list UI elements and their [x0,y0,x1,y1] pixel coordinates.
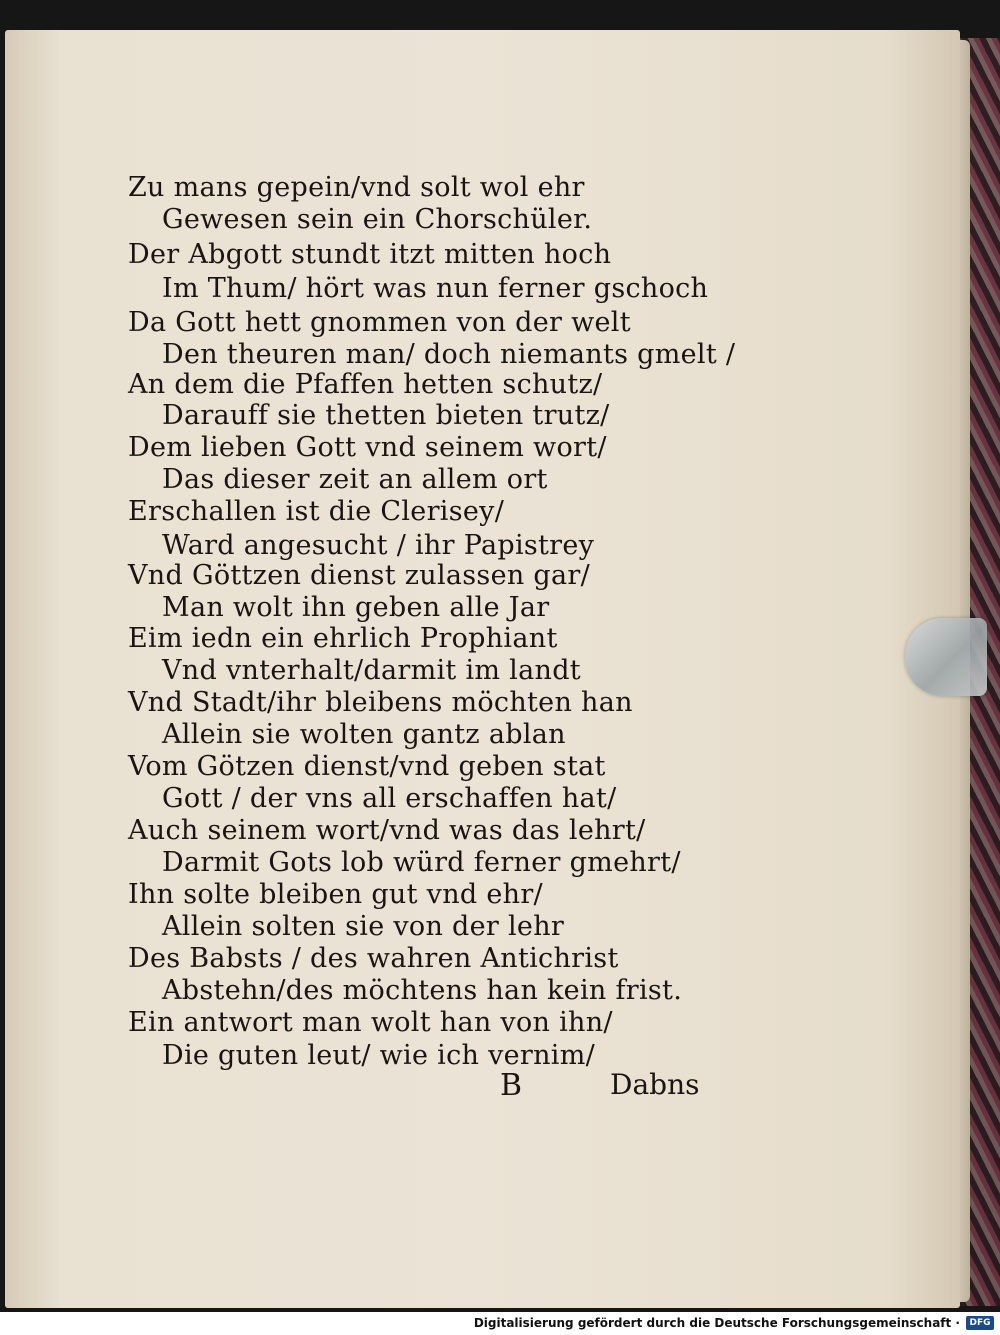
funding-credit: Digitalisierung gefördert durch die Deutsche Forschungsgemeinschaft · [473,1316,960,1330]
text-line: Vnd Stadt/ihr bleibens möchten han [128,687,633,718]
text-line: Ihn solte bleiben gut vnd ehr/ [128,879,543,910]
text-line: Gewesen sein ein Chorschüler. [162,204,593,235]
text-line: An dem die Pfaffen hetten schutz/ [128,369,603,400]
page-clip [905,618,987,696]
text-line: Darauff sie thetten bieten trutz/ [162,400,610,431]
text-line: Zu mans gepein/vnd solt wol ehr [128,172,585,203]
text-line: Dem lieben Gott vnd seinem wort/ [128,432,607,463]
text-line: Der Abgott stundt itzt mitten hoch [128,239,612,270]
text-line: Da Gott hett gnommen von der welt [128,307,631,338]
text-line: Im Thum/ hört was nun ferner gschoch [162,273,709,304]
text-line: Darmit Gots lob würd ferner gmehrt/ [162,847,681,878]
text-line: Allein solten sie von der lehr [162,911,565,942]
text-line: Gott / der vns all erschaffen hat/ [162,783,617,814]
text-line: Ein antwort man wolt han von ihn/ [128,1007,613,1038]
dfg-logo: DFG [966,1316,994,1330]
text-line: Die guten leut/ wie ich vernim/ [162,1040,596,1071]
text-line: Vnd Göttzen dienst zulassen gar/ [128,560,591,591]
text-line: Eim iedn ein ehrlich Prophiant [128,623,558,654]
text-line: Den theuren man/ doch niemants gmelt / [162,339,736,370]
text-line: Erschallen ist die Clerisey/ [128,496,505,527]
text-line: Abstehn/des möchtens han kein frist. [162,975,683,1006]
signature-mark: B [500,1068,523,1103]
catchword: Dabns [610,1068,700,1101]
text-line: Vnd vnterhalt/darmit im landt [162,655,581,686]
text-line: Man wolt ihn geben alle Jar [162,592,550,623]
text-line: Das dieser zeit an allem ort [162,464,548,495]
text-line: Ward angesucht / ihr Papistrey [162,530,595,561]
footer-bar [0,1312,1000,1335]
text-line: Auch seinem wort/vnd was das lehrt/ [128,815,646,846]
text-line: Allein sie wolten gantz ablan [162,719,566,750]
text-line: Vom Götzen dienst/vnd geben stat [128,751,606,782]
text-line: Des Babsts / des wahren Antichrist [128,943,619,974]
